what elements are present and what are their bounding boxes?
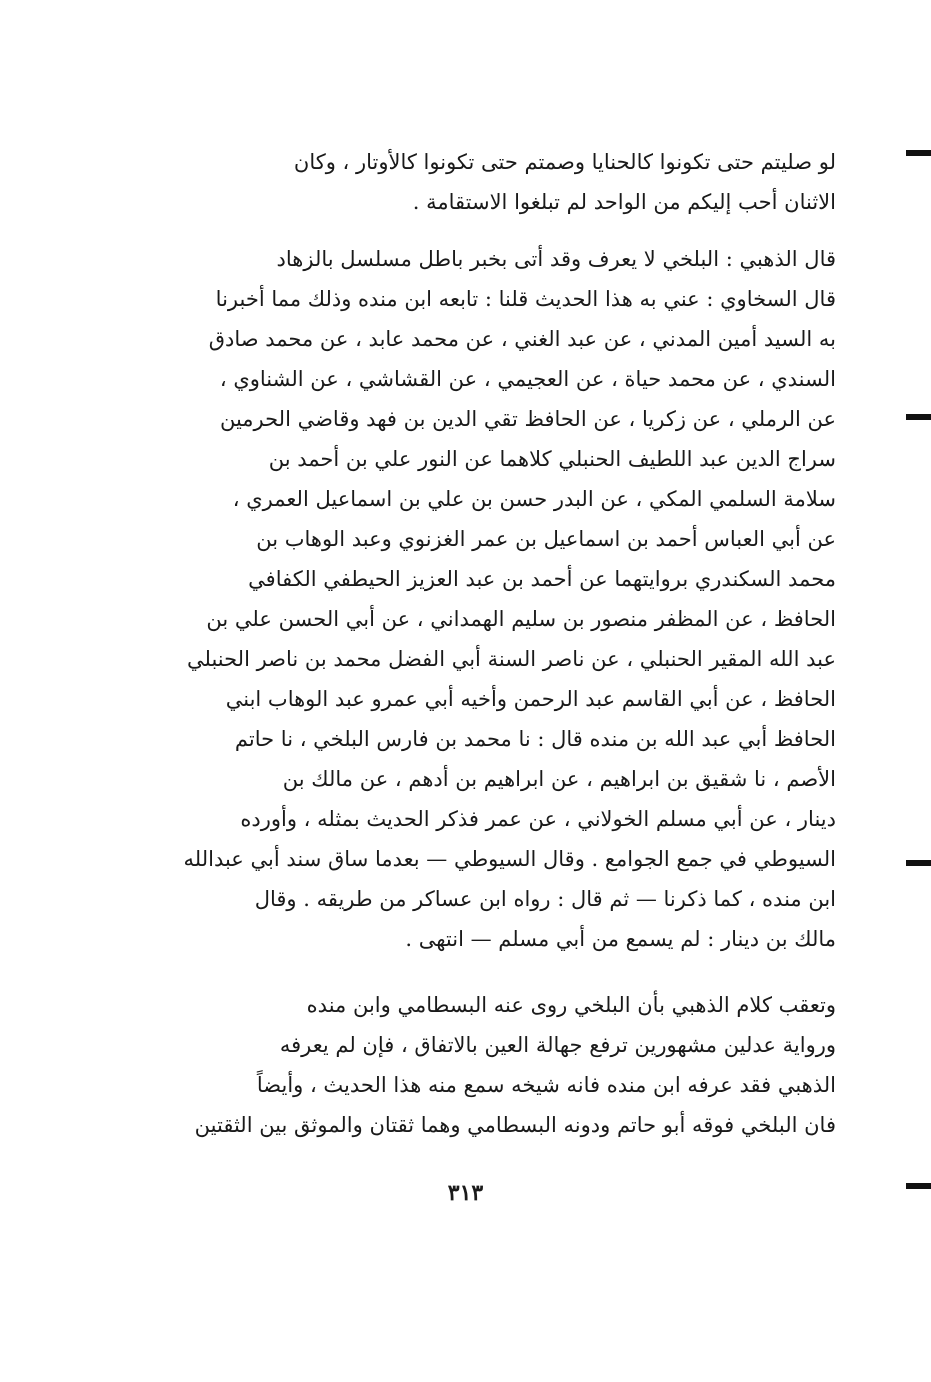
edge-tab-mark <box>906 414 931 420</box>
text-line: السندي ، عن محمد حياة ، عن العجيمي ، عن القشاشي ، عن الشناوي ، <box>219 367 836 391</box>
paragraph <box>160 239 836 959</box>
text-line: فان البلخي فوقه أبو حاتم ودونه البسطامي وهما ثقتان والموثق بين الثقتين <box>194 1113 836 1137</box>
text-line: قال السخاوي : عني به هذا الحديث قلنا : تابعه ابن منده وذلك مما أخبرنا <box>215 287 836 311</box>
text-line: ورواية عدلين مشهورين ترفع جهالة العين بالاتفاق ، فإن لم يعرفه <box>279 1033 836 1057</box>
text-line: ابن منده ، كما ذكرنا — ثم قال : رواه ابن عساكر من طريقه . وقال <box>254 887 836 911</box>
text-line: وتعقب كلام الذهبي بأن البلخي روى عنه البسطامي وابن منده <box>306 993 836 1017</box>
text-line: الحافظ أبي عبد الله بن منده قال : نا محمد بن فارس البلخي ، نا حاتم <box>234 727 836 751</box>
text-line: الحافظ ، عن أبي القاسم عبد الرحمن وأخيه أبي عمرو عبد الوهاب ابني <box>225 687 836 711</box>
text-line: محمد السكندري بروايتهما عن أحمد بن عبد العزيز الحيطفي الكفافي <box>248 567 836 591</box>
text-line: دينار ، عن أبي مسلم الخولاني ، عن عمر فذكر الحديث بمثله ، وأورده <box>240 807 836 831</box>
edge-tab-mark <box>906 150 931 156</box>
paragraph <box>160 985 836 1145</box>
text-line: الذهبي فقد عرفه ابن منده فانه شيخه سمع منه هذا الحديث ، وأيضاً <box>256 1073 836 1097</box>
text-line: عن أبي العباس أحمد بن اسماعيل بن عمر الغزنوي وعبد الوهاب بن <box>256 527 836 551</box>
edge-tab-mark <box>906 860 931 866</box>
text-line: لو صليتم حتى تكونوا كالحنايا وصمتم حتى تكونوا كالأوتار ، وكان <box>293 150 836 174</box>
text-line: الاثنان أحب إليكم من الواحد لم تبلغوا الاستقامة . <box>412 190 836 214</box>
text-line: السيوطي في جمع الجوامع . وقال السيوطي — بعدما ساق سند أبي عبدالله <box>183 847 836 871</box>
text-line: به السيد أمين المدني ، عن عبد الغني ، عن محمد عابد ، عن محمد صادق <box>208 327 836 351</box>
text-line: الحافظ ، عن المظفر منصور بن سليم الهمداني ، عن أبي الحسن علي بن <box>206 607 836 631</box>
text-line: مالك بن دينار : لم يسمع من أبي مسلم — انتهى . <box>405 927 836 951</box>
text-line: عن الرملي ، عن زكريا ، عن الحافظ تقي الدين بن فهد وقاضي الحرمين <box>219 407 836 431</box>
text-line: الأصم ، نا شقيق بن ابراهيم ، عن ابراهيم بن أدهم ، عن مالك بن <box>282 767 836 791</box>
paragraph <box>160 142 836 222</box>
page-number: ٣١٣ <box>447 1180 484 1206</box>
text-line: سراج الدين عبد اللطيف الحنبلي كلاهما عن النور علي بن أحمد بن <box>268 447 836 471</box>
text-line: قال الذهبي : البلخي لا يعرف وقد أتى بخبر باطل مسلسل بالزهاد <box>276 247 836 271</box>
text-line: سلامة السلمي المكي ، عن البدر حسن بن علي بن اسماعيل العمري ، <box>232 487 836 511</box>
text-line: عبد الله المقير الحنبلي ، عن ناصر السنة أبي الفضل محمد بن ناصر الحنبلي <box>186 647 836 671</box>
